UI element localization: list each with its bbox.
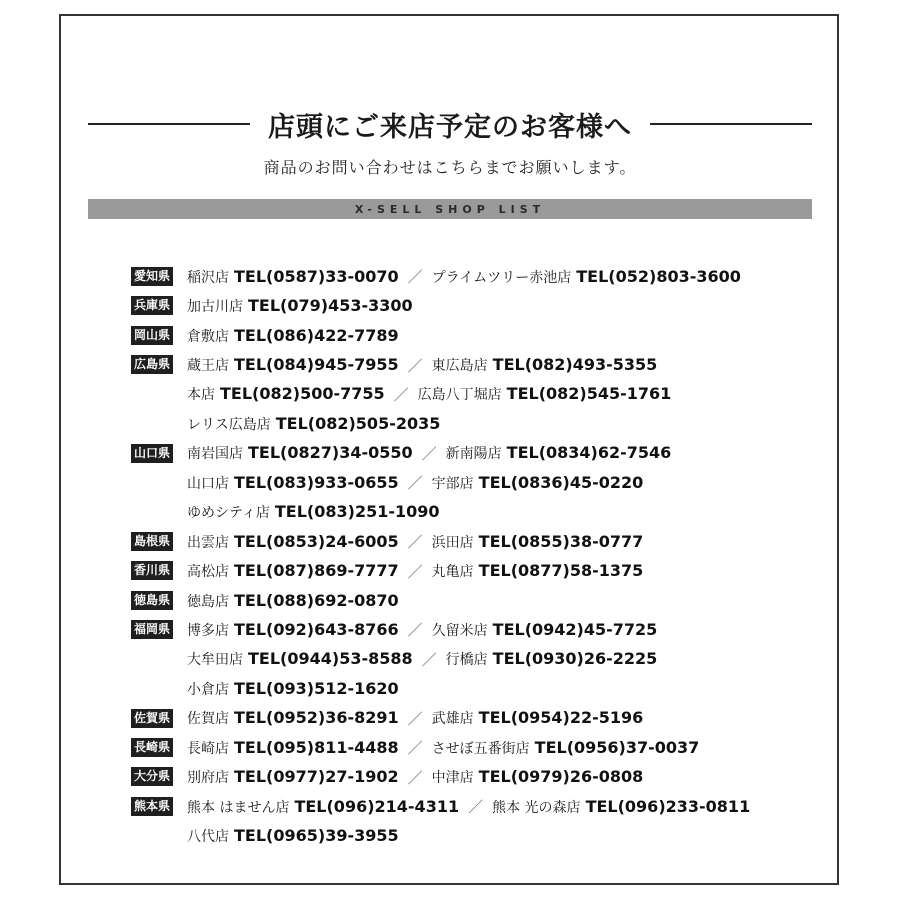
- shop-name: させぼ五番街店: [431, 740, 530, 757]
- shop-list-row: [131, 762, 831, 791]
- page-subtitle: 商品のお問い合わせはこちらまでお願いします。: [263, 158, 637, 177]
- shop-name: 南岩国店: [187, 446, 243, 463]
- shop-name: 徳島店: [187, 593, 229, 610]
- shop-name: 熊本 光の森店: [492, 799, 581, 816]
- shop-list-row: [131, 792, 831, 821]
- shop-list-row: [131, 468, 831, 497]
- shop-phone: TEL(0836)45-0220: [478, 472, 644, 492]
- shop-name: 東広島店: [431, 358, 488, 375]
- shop-entry: [432, 708, 644, 728]
- shop-separator: ／: [407, 268, 423, 287]
- shop-phone: TEL(0834)62-7546: [506, 443, 672, 463]
- shop-list-row: [131, 615, 831, 644]
- shop-entry: [446, 649, 658, 669]
- shop-separator: ／: [407, 533, 423, 552]
- shop-phone: TEL(0952)36-8291: [234, 708, 399, 728]
- shop-entry: [187, 532, 399, 552]
- shop-entry: [432, 532, 644, 552]
- shop-list-banner: [88, 199, 812, 219]
- shop-separator: ／: [393, 385, 409, 404]
- shop-list-row: [131, 674, 831, 703]
- shop-phone: TEL(083)933-0655: [234, 472, 399, 492]
- heading-rule-left: [88, 123, 250, 125]
- shop-phone: TEL(0977)27-1902: [234, 767, 399, 787]
- shop-entry: [187, 296, 413, 316]
- shop-list-row: [131, 704, 831, 733]
- shop-phone: TEL(084)945-7955: [234, 355, 399, 375]
- prefecture-badge: 佐賀県: [131, 709, 173, 728]
- shop-list-row: [131, 498, 831, 527]
- shop-separator: ／: [407, 621, 423, 640]
- shop-separator: ／: [407, 768, 423, 787]
- shop-entry: [187, 649, 413, 669]
- page-title: 店頭にご来店予定のお客様へ: [268, 111, 632, 143]
- shop-name: 浜田店: [431, 534, 474, 551]
- shop-phone: TEL(082)505-2035: [275, 413, 441, 433]
- shop-separator: ／: [407, 356, 423, 375]
- shop-list-row: [131, 409, 831, 438]
- shop-entry: [187, 591, 399, 611]
- shop-phone: TEL(0827)34-0550: [248, 443, 413, 463]
- shop-separator: ／: [468, 798, 484, 817]
- shop-name: 広島八丁堀店: [417, 387, 502, 404]
- shop-entry: [187, 797, 459, 817]
- shop-separator: ／: [421, 444, 437, 463]
- shop-list-row: [131, 556, 831, 585]
- shop-phone: TEL(0942)45-7725: [492, 619, 658, 639]
- shop-name: 山口店: [187, 475, 229, 492]
- heading-row: [88, 102, 812, 146]
- shop-phone: TEL(096)233-0811: [585, 796, 751, 816]
- shop-name: 本店: [187, 387, 215, 404]
- shop-entry: [432, 767, 644, 787]
- shop-entry: [418, 384, 672, 404]
- shop-name: 武雄店: [431, 711, 474, 728]
- shop-list-row: [131, 586, 831, 615]
- shop-list-title: X-SELL SHOP LIST: [354, 202, 546, 216]
- shop-phone: TEL(082)493-5355: [492, 355, 658, 375]
- prefecture-badge: 山口県: [131, 444, 173, 463]
- shop-name: プライムツリー赤池店: [431, 269, 572, 286]
- shop-separator: ／: [407, 474, 423, 493]
- shop-entry: [187, 679, 399, 699]
- shop-entry: [187, 267, 399, 287]
- prefecture-badge: 兵庫県: [131, 296, 173, 315]
- shop-name: 丸亀店: [431, 564, 474, 581]
- shop-name: 熊本 はません店: [187, 799, 290, 816]
- shop-phone: TEL(079)453-3300: [248, 296, 413, 316]
- shop-entry: [187, 384, 385, 404]
- shop-entry: [432, 738, 700, 758]
- shop-name: 長崎店: [187, 740, 229, 757]
- shop-entry: [187, 620, 399, 640]
- shop-name: 稲沢店: [187, 269, 229, 286]
- shop-entry: [432, 561, 644, 581]
- prefecture-badge: 長崎県: [131, 738, 173, 757]
- shop-entry: [187, 738, 399, 758]
- shop-name: 出雲店: [187, 534, 229, 551]
- shop-phone: TEL(0930)26-2225: [492, 649, 658, 669]
- shop-list-row: [131, 380, 831, 409]
- shop-entry: [187, 355, 399, 375]
- shop-list: [131, 262, 831, 851]
- shop-name: 小倉店: [187, 681, 229, 698]
- prefecture-badge: 愛知県: [131, 267, 173, 286]
- shop-phone: TEL(0853)24-6005: [234, 531, 399, 551]
- shop-phone: TEL(0587)33-0070: [234, 266, 399, 286]
- shop-entry: [492, 797, 750, 817]
- heading-rule-right: [650, 123, 812, 125]
- shop-entry: [187, 326, 399, 346]
- shop-phone: TEL(0979)26-0808: [478, 767, 644, 787]
- prefecture-badge: 島根県: [131, 532, 173, 551]
- shop-phone: TEL(0956)37-0037: [534, 737, 700, 757]
- prefecture-badge: 福岡県: [131, 620, 173, 639]
- shop-list-row: [131, 439, 831, 468]
- shop-list-row: [131, 645, 831, 674]
- shop-name: 宇部店: [431, 475, 474, 492]
- shop-separator: ／: [407, 562, 423, 581]
- shop-name: 久留米店: [431, 622, 488, 639]
- shop-entry: [446, 443, 672, 463]
- shop-name: 佐賀店: [187, 711, 229, 728]
- shop-separator: ／: [407, 709, 423, 728]
- shop-name: 蔵王店: [187, 358, 229, 375]
- shop-phone: TEL(096)214-4311: [294, 796, 460, 816]
- shop-entry: [187, 708, 399, 728]
- shop-entry: [187, 767, 399, 787]
- shop-phone: TEL(0877)58-1375: [478, 561, 644, 581]
- shop-entry: [187, 502, 440, 522]
- shop-list-row: [131, 321, 831, 350]
- shop-name: 八代店: [187, 829, 229, 846]
- prefecture-badge: 熊本県: [131, 797, 173, 816]
- shop-entry: [187, 561, 399, 581]
- shop-list-row: [131, 821, 831, 850]
- shop-entry: [187, 414, 440, 434]
- shop-phone: TEL(0965)39-3955: [234, 826, 399, 846]
- prefecture-badge: 広島県: [131, 355, 173, 374]
- shop-name: 中津店: [431, 770, 474, 787]
- shop-phone: TEL(095)811-4488: [234, 737, 399, 757]
- shop-name: 大牟田店: [187, 652, 243, 669]
- shop-name: ゆめシティ店: [187, 505, 270, 522]
- shop-phone: TEL(0944)53-8588: [248, 649, 413, 669]
- shop-phone: TEL(087)869-7777: [234, 561, 399, 581]
- prefecture-badge: 岡山県: [131, 326, 173, 345]
- shop-phone: TEL(082)500-7755: [220, 384, 385, 404]
- shop-entry: [432, 620, 658, 640]
- shop-name: 行橋店: [445, 652, 488, 669]
- shop-entry: [432, 473, 644, 493]
- shop-entry: [187, 826, 399, 846]
- shop-phone: TEL(083)251-1090: [274, 502, 440, 522]
- shop-entry: [187, 443, 413, 463]
- shop-phone: TEL(093)512-1620: [234, 678, 399, 698]
- shop-separator: ／: [421, 650, 437, 669]
- shop-list-row: [131, 733, 831, 762]
- shop-separator: ／: [407, 739, 423, 758]
- shop-phone: TEL(092)643-8766: [234, 619, 399, 639]
- prefecture-badge: 徳島県: [131, 591, 173, 610]
- shop-name: 加古川店: [187, 299, 243, 316]
- shop-list-row: [131, 527, 831, 556]
- shop-phone: TEL(0954)22-5196: [478, 708, 644, 728]
- shop-name: 博多店: [187, 622, 229, 639]
- shop-name: 別府店: [187, 770, 229, 787]
- shop-phone: TEL(0855)38-0777: [478, 531, 644, 551]
- shop-list-row: [131, 350, 831, 379]
- shop-entry: [187, 473, 399, 493]
- shop-name: レリス広島店: [187, 416, 271, 433]
- shop-phone: TEL(088)692-0870: [234, 590, 399, 610]
- prefecture-badge: 香川県: [131, 561, 173, 580]
- shop-phone: TEL(052)803-3600: [576, 266, 741, 286]
- prefecture-badge: 大分県: [131, 767, 173, 786]
- shop-name: 高松店: [187, 564, 229, 581]
- shop-phone: TEL(082)545-1761: [506, 384, 672, 404]
- shop-list-row: [131, 262, 831, 291]
- shop-name: 新南陽店: [445, 446, 502, 463]
- shop-phone: TEL(086)422-7789: [234, 325, 399, 345]
- shop-list-row: [131, 291, 831, 320]
- shop-name: 倉敷店: [187, 328, 229, 345]
- shop-entry: [432, 267, 741, 287]
- shop-entry: [432, 355, 658, 375]
